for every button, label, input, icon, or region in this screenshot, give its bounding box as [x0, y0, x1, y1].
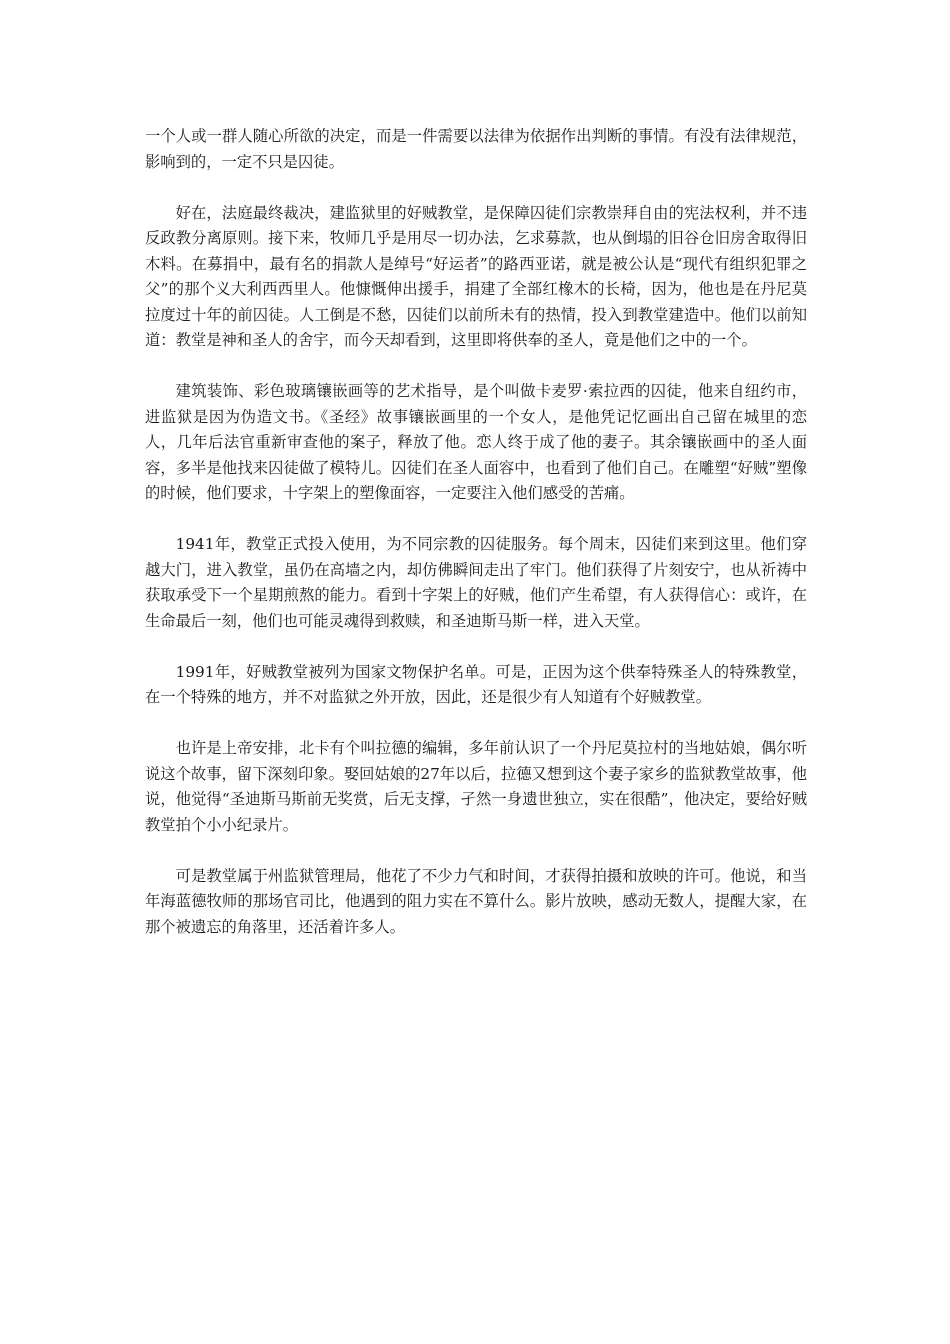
paragraph: 可是教堂属于州监狱管理局，他花了不少力气和时间，才获得拍摄和放映的许可。他说，和当年海蓝德牧师的那场官司比，他遇到的阻力实在不算什么。影片放映，感动无数人，提醒大家，在那个被遗忘的角落里，还活着许多人。: [145, 866, 807, 936]
paragraph-continuation: 一个人或一群人随心所欲的决定，而是一件需要以法律为依据作出判断的事情。有没有法律规范，影响到的，一定不只是囚徒。: [145, 127, 807, 171]
paragraph: 好在，法庭最终裁决，建监狱里的好贼教堂，是保障囚徒们宗教崇拜自由的宪法权利，并不违反政教分离原则。接下来，牧师几乎是用尽一切办法，乞求募款，也从倒塌的旧谷仓旧房舍取得旧木料。在募捐中，最有名的捐款人是绰号“好运者”的路西亚诺，就是被公认是“现代有组织犯罪之父”的那个义大利西西里人。他慷慨伸出援手，捐建了全部红橡木的长椅，因为，他也是在丹尼莫拉度过十年的前囚徒。人工倒是不愁，囚徒们以前所未有的热情，投入到教堂建造中。他们以前知道：教堂是神和圣人的舍宇，而今天却看到，这里即将供奉的圣人，竟是他们之中的一个。: [145, 203, 807, 349]
paragraph: 1941年，教堂正式投入使用，为不同宗教的囚徒服务。每个周末，囚徒们来到这里。他们穿越大门，进入教堂，虽仍在高墙之内，却仿佛瞬间走出了牢门。他们获得了片刻安宁，也从祈祷中获取承受下一个星期煎熬的能力。看到十字架上的好贼，他们产生希望，有人获得信心：或许，在生命最后一刻，他们也可能灵魂得到救赎，和圣迪斯马斯一样，进入天堂。: [145, 535, 807, 630]
paragraph: 也许是上帝安排，北卡有个叫拉德的编辑，多年前认识了一个丹尼莫拉村的当地姑娘，偶尔听说这个故事，留下深刻印象。娶回姑娘的27年以后，拉德又想到这个妻子家乡的监狱教堂故事，他说，他觉得“圣迪斯马斯前无奖赏，后无支撑，孑然一身遗世独立，实在很酷”，他决定，要给好贼教堂拍个小小纪录片。: [145, 739, 807, 834]
article-body: [145, 124, 807, 966]
paragraph: 建筑装饰、彩色玻璃镶嵌画等的艺术指导，是个叫做卡麦罗·索拉西的囚徒，他来自纽约市，进监狱是因为伪造文书。《圣经》故事镶嵌画里的一个女人，是他凭记忆画出自己留在城里的恋人，几年后法官重新审查他的案子，释放了他。恋人终于成了他的妻子。其余镶嵌画中的圣人面容，多半是他找来囚徒做了模特儿。囚徒们在圣人面容中，也看到了他们自己。在雕塑“好贼”塑像的时候，他们要求，十字架上的塑像面容，一定要注入他们感受的苦痛。: [145, 382, 807, 502]
paragraph: 1991年，好贼教堂被列为国家文物保护名单。可是，正因为这个供奉特殊圣人的特殊教堂，在一个特殊的地方，并不对监狱之外开放，因此，还是很少有人知道有个好贼教堂。: [145, 662, 807, 706]
